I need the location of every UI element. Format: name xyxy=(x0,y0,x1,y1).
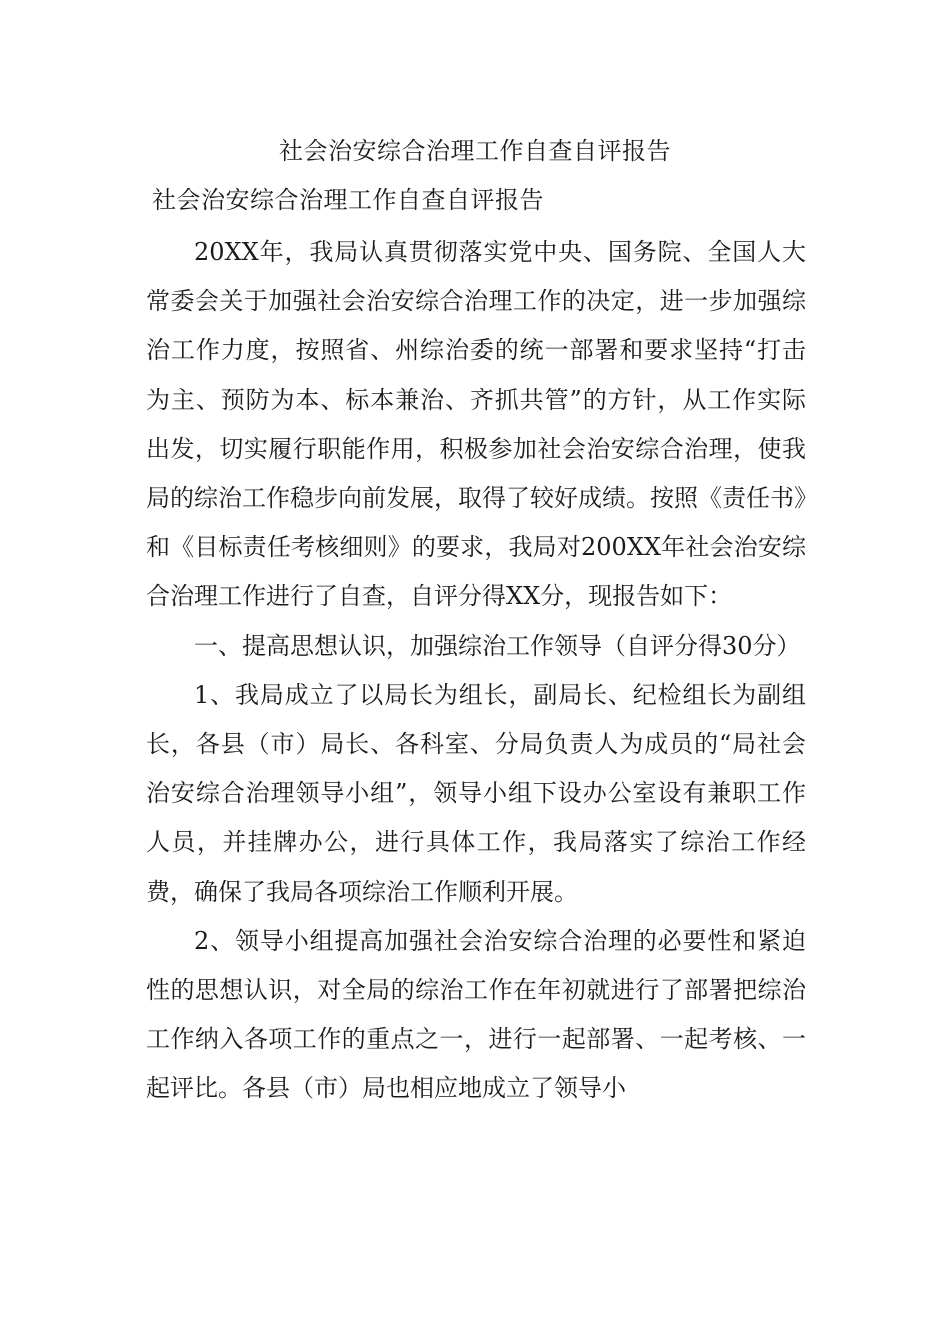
paragraph-item-2: 2、领导小组提高加强社会治安综合治理的必要性和紧迫性的思想认识，对全局的综治工作在年初就进行了部署把综治工作纳入各项工作的重点之一，进行一起部署、一起考核、一起评比。各县（市）局也相应地成立了领导小 xyxy=(146,926,806,1103)
paragraph-item-1: 1、我局成立了以局长为组长，副局长、纪检组长为副组长，各县（市）局长、各科室、分局负责人为成员的“局社会治安综合治理领导小组”，领导小组下设办公室设有兼职工作人员，并挂牌办公，进行具体工作，我局落实了综治工作经费，确保了我局各项综治工作顺利开展。 xyxy=(146,680,806,906)
section-heading-1: 一、提高思想认识，加强综治工作领导（自评分得30分） xyxy=(194,631,801,660)
document-subtitle: 社会治安综合治理工作自查自评报告 xyxy=(152,186,544,214)
paragraph-intro: 20XX年，我局认真贯彻落实党中央、国务院、全国人大常委会关于加强社会治安综合治理工作的决定，进一步加强综治工作力度，按照省、州综治委的统一部署和要求坚持“打击为主、预防为本、标本兼治、齐抓共管”的方针，从工作实际出发，切实履行职能作用，积极参加社会治安综合治理，使我局的综治工作稳步向前发展，取得了较好成绩。按照《责任书》和《目标责任考核细则》的要求，我局对200XX年社会治安综合治理工作进行了自查，自评分得XX分，现报告如下： xyxy=(146,238,806,611)
document-body xyxy=(146,228,806,1114)
document-title: 社会治安综合治理工作自查自评报告 xyxy=(279,137,671,165)
